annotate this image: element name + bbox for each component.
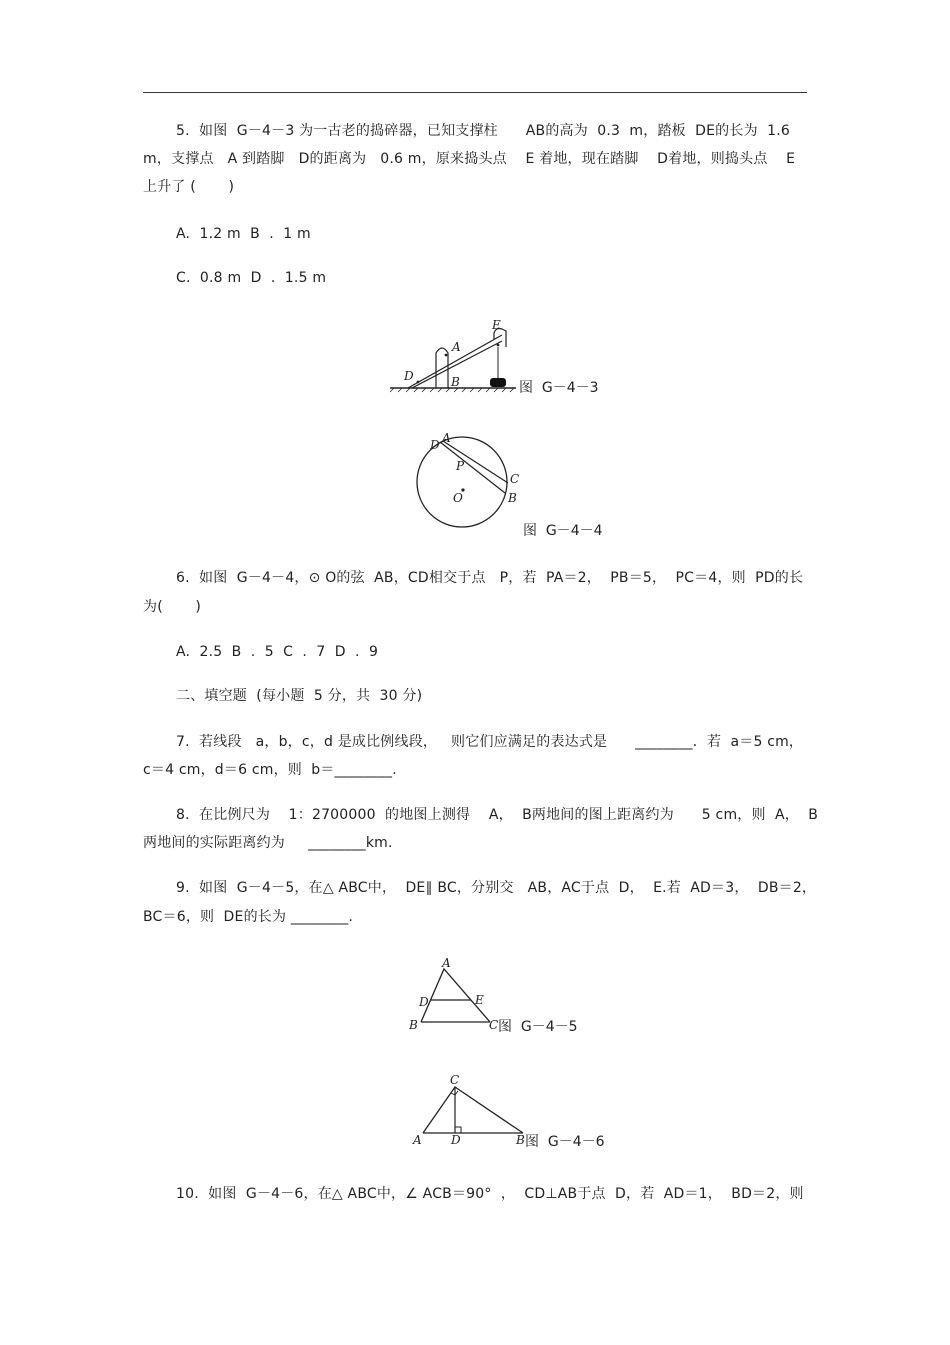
fig5-label-d: D [419, 995, 429, 1009]
q5-line3: 上升了 ( ) [143, 179, 235, 195]
fig6-label-b: B [516, 1133, 525, 1147]
section-2-heading: 二、填空题 (每小题 5 分，共 30 分) [176, 688, 423, 704]
figure-g-4-6 [410, 1070, 530, 1150]
q10-line1: 10. 如图 G－4－6，在△ ABC中，∠ ACB＝90° ， CD⊥AB于点 D，若 AD＝1， BD＝2，则 [176, 1186, 804, 1202]
q9-line2: BC＝6，则 DE的长为 ________. [143, 909, 354, 925]
fig3-label-a: A [452, 340, 461, 354]
figure-g-4-4 [410, 425, 530, 540]
q8-line2: 两地间的实际距离约为 ________km. [143, 835, 393, 851]
fig4-label-o: O [453, 491, 463, 505]
fig5-label-a: A [442, 956, 451, 970]
fig4-caption: 图 G－4－4 [523, 523, 603, 539]
header-rule [143, 92, 807, 93]
fig6-label-d: D [451, 1133, 461, 1147]
q5-line2: m，支撑点 A 到踏脚 D的距离为 0.6 m，原来捣头点 E 着地，现在踏脚 D着地，则捣头点 E [143, 151, 796, 167]
q5-options-cd: C. 0.8 m D . 1.5 m [176, 270, 327, 286]
fig4-label-p: P [456, 459, 465, 473]
fig4-label-b: B [508, 491, 517, 505]
fig6-label-a: A [413, 1133, 422, 1147]
fig3-caption: 图 G－4－3 [519, 380, 599, 396]
figure-g-4-5 [405, 955, 505, 1035]
fig3-label-d: D [404, 369, 414, 383]
fig6-caption: 图 G－4－6 [525, 1134, 605, 1150]
q5-options-ab: A. 1.2 m B . 1 m [176, 226, 311, 242]
q9-line1: 9. 如图 G－4－5，在△ ABC中， DE∥ BC，分别交 AB，AC于点 D， E.若 AD＝3， DB＝2， [176, 880, 817, 896]
q6-line2: 为( ) [143, 599, 202, 615]
fig4-label-c: C [510, 472, 520, 486]
fig5-label-b: B [409, 1018, 418, 1032]
figure-g-4-3 [388, 315, 518, 395]
fig4-label-a: A [442, 431, 451, 445]
fig3-label-e: E [492, 318, 501, 332]
q7-line2: c＝4 cm，d＝6 cm，则 b＝________. [143, 762, 397, 778]
fig5-caption: 图 G－4－5 [498, 1019, 578, 1035]
fig5-label-c: C [489, 1018, 499, 1032]
q7-line1: 7. 若线段 a，b，c，d 是成比例线段， 则它们应满足的表达式是 ________．若 a＝5 cm， [176, 734, 804, 750]
fig4-label-d: D [430, 438, 440, 452]
fig3-label-b: B [451, 375, 460, 389]
fig6-label-c: C [450, 1073, 460, 1087]
q8-line1: 8. 在比例尺为 1：2700000 的地图上测得 A， B两地间的图上距离约为 5 cm，则 A， B [176, 807, 819, 823]
fig5-label-e: E [475, 993, 484, 1007]
q5-line1: 5. 如图 G－4－3 为一古老的捣碎器，已知支撑柱 AB的高为 0.3 m，踏板 DE的长为 1.6 [176, 123, 790, 139]
q6-options: A. 2.5 B . 5 C . 7 D . 9 [176, 644, 379, 660]
q6-line1: 6. 如图 G－4－4，⊙ O的弦 AB，CD相交于点 P，若 PA＝2， PB＝5， PC＝4，则 PD的长 [176, 570, 804, 586]
